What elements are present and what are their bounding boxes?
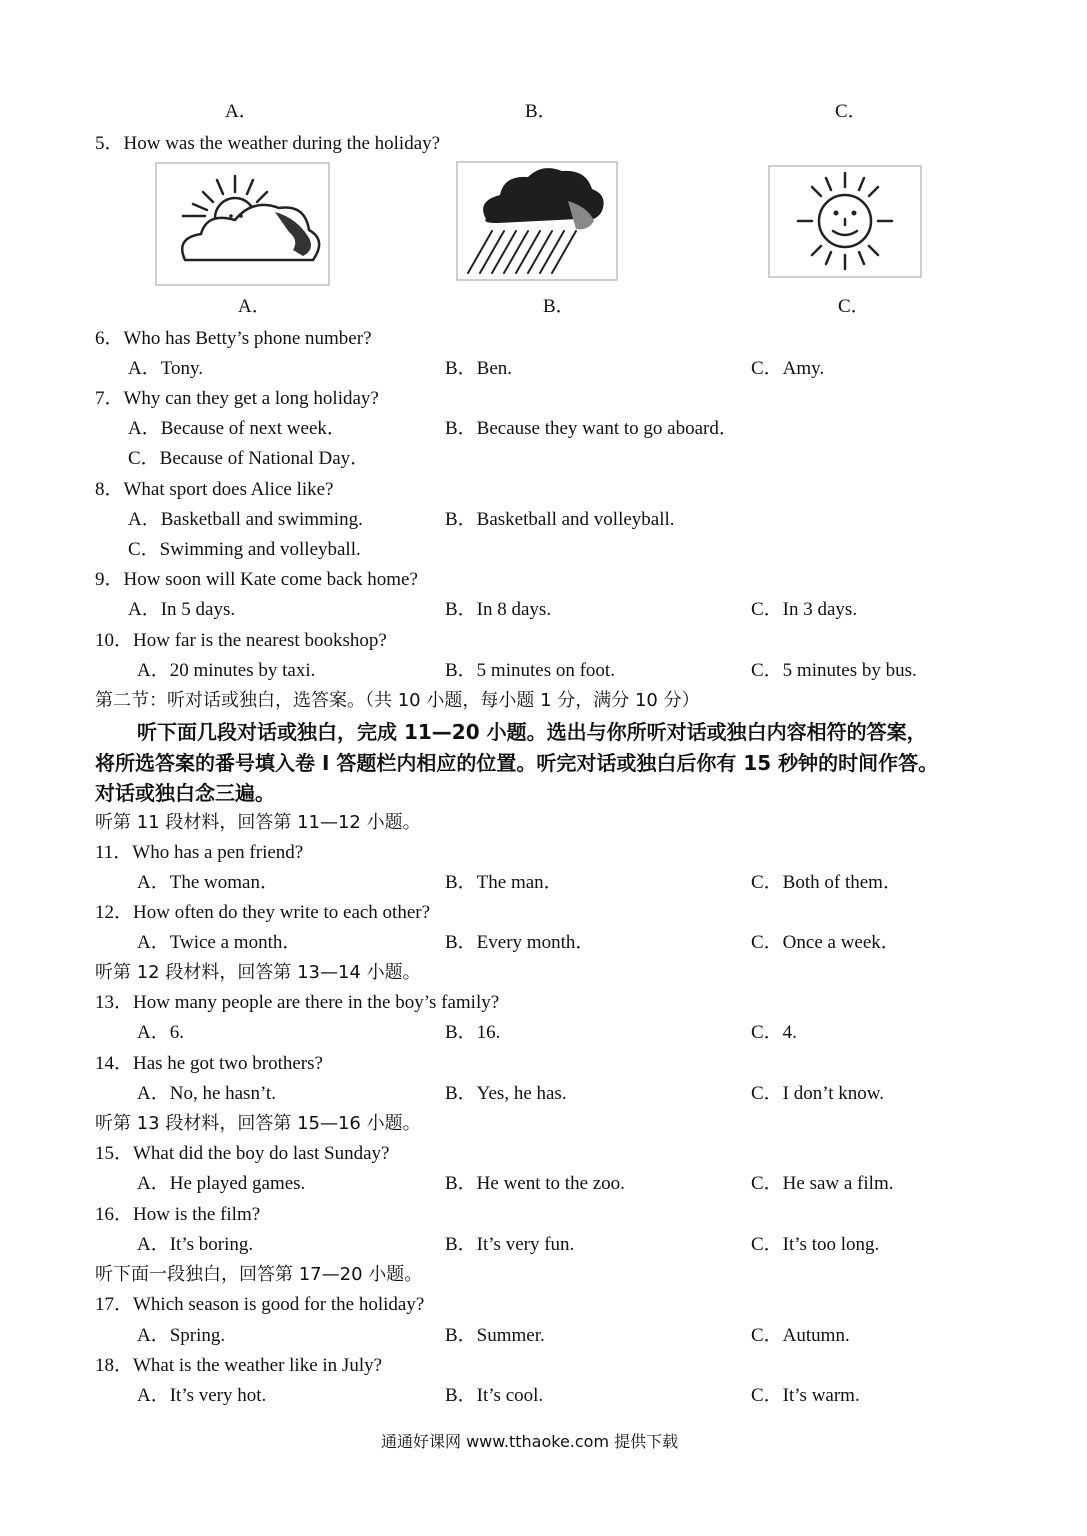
q8-option-a: A．Basketball and swimming. <box>128 509 363 530</box>
q13-option-c: C．4. <box>751 1022 797 1043</box>
question-10: 10．How far is the nearest bookshop? <box>95 630 387 651</box>
q6-option-b: B．Ben. <box>445 358 513 379</box>
question-8: 8．What sport does Alice like? <box>95 479 334 500</box>
question-12: 12．How often do they write to each other? <box>95 902 431 923</box>
question-5: 5．How was the weather during the holiday? <box>95 133 441 154</box>
q10-option-a: A．20 minutes by taxi. <box>137 660 316 681</box>
q9-option-b: B．In 8 days. <box>445 599 552 620</box>
q7-option-c: C．Because of National Day． <box>128 448 370 469</box>
q14-option-c: C．I don’t know. <box>751 1083 885 1104</box>
q6-option-c: C．Amy. <box>751 358 825 379</box>
q13-option-a: A．6. <box>137 1022 184 1043</box>
q12-option-b: B．Every month． <box>445 932 595 953</box>
q12-option-c: C．Once a week． <box>751 932 900 953</box>
prev-option-b-label: B． <box>525 101 557 122</box>
q7-option-a: A．Because of next week． <box>128 418 346 439</box>
image-option-c-label: C． <box>838 296 870 317</box>
question-17: 17．Which season is good for the holiday? <box>95 1294 425 1315</box>
q15-option-c: C．He saw a film. <box>751 1173 894 1194</box>
q17-option-a: A．Spring. <box>137 1325 226 1346</box>
image-option-b-label: B． <box>543 296 575 317</box>
smiling-sun-icon <box>768 165 922 278</box>
section-2-instruction-line-1: 听下面几段对话或独白，完成 11—20 小题。选出与你所听对话或独白内容相符的答案， <box>137 720 927 744</box>
q8-option-b: B．Basketball and volleyball. <box>445 509 675 530</box>
question-6: 6．Who has Betty’s phone number? <box>95 328 372 349</box>
q18-option-c: C．It’s warm. <box>751 1385 860 1406</box>
q12-option-a: A．Twice a month． <box>137 932 302 953</box>
q11-option-b: B．The man． <box>445 872 563 893</box>
image-option-a-label: A． <box>238 296 271 317</box>
section-2-title: 第二节：听对话或独白，选答案。（共 10 小题，每小题 1 分，满分 10 分） <box>95 690 700 711</box>
section-2-instruction-line-3: 对话或独白念三遍。 <box>95 781 275 805</box>
question-9: 9．How soon will Kate come back home? <box>95 569 418 590</box>
prev-option-c-label: C． <box>835 101 867 122</box>
q15-option-b: B．He went to the zoo. <box>445 1173 625 1194</box>
q15-option-a: A．He played games. <box>137 1173 306 1194</box>
question-18: 18．What is the weather like in July? <box>95 1355 383 1376</box>
question-16: 16．How is the film? <box>95 1204 261 1225</box>
q10-option-b: B．5 minutes on foot. <box>445 660 615 681</box>
q9-option-c: C．In 3 days. <box>751 599 858 620</box>
q14-option-a: A．No, he hasn’t. <box>137 1083 276 1104</box>
q16-option-c: C．It’s too long. <box>751 1234 880 1255</box>
monologue-heading: 听下面一段独白，回答第 17—20 小题。 <box>95 1264 423 1285</box>
question-7: 7．Why can they get a long holiday? <box>95 388 379 409</box>
material-11-heading: 听第 11 段材料，回答第 11—12 小题。 <box>95 812 421 833</box>
question-11: 11．Who has a pen friend? <box>95 842 304 863</box>
q13-option-b: B．16. <box>445 1022 501 1043</box>
q16-option-b: B．It’s very fun. <box>445 1234 575 1255</box>
section-2-instruction-line-2: 将所选答案的番号填入卷 I 答题栏内相应的位置。听完对话或独白后你有 15 秒钟的时间作答。 <box>95 751 939 775</box>
material-13-heading: 听第 13 段材料，回答第 15—16 小题。 <box>95 1113 421 1134</box>
q14-option-b: B．Yes, he has. <box>445 1083 567 1104</box>
q7-option-b: B．Because they want to go aboard． <box>445 418 738 439</box>
q8-option-c: C．Swimming and volleyball. <box>128 539 361 560</box>
question-15: 15．What did the boy do last Sunday? <box>95 1143 390 1164</box>
q18-option-b: B．It’s cool. <box>445 1385 544 1406</box>
rain-cloud-icon <box>456 161 618 281</box>
question-14: 14．Has he got two brothers? <box>95 1053 323 1074</box>
q9-option-a: A．In 5 days. <box>128 599 236 620</box>
page-footer: 通通好课网 www.tthaoke.com 提供下载 <box>381 1432 679 1451</box>
prev-option-a-label: A． <box>225 101 258 122</box>
q10-option-c: C．5 minutes by bus. <box>751 660 917 681</box>
q6-option-a: A．Tony. <box>128 358 204 379</box>
q11-option-a: A．The woman． <box>137 872 279 893</box>
question-13: 13．How many people are there in the boy’s family? <box>95 992 500 1013</box>
q17-option-b: B．Summer. <box>445 1325 545 1346</box>
material-12-heading: 听第 12 段材料，回答第 13—14 小题。 <box>95 962 421 983</box>
q18-option-a: A．It’s very hot. <box>137 1385 267 1406</box>
q11-option-c: C．Both of them． <box>751 872 902 893</box>
sun-behind-cloud-icon <box>155 162 330 286</box>
q16-option-a: A．It’s boring. <box>137 1234 254 1255</box>
q17-option-c: C．Autumn. <box>751 1325 850 1346</box>
